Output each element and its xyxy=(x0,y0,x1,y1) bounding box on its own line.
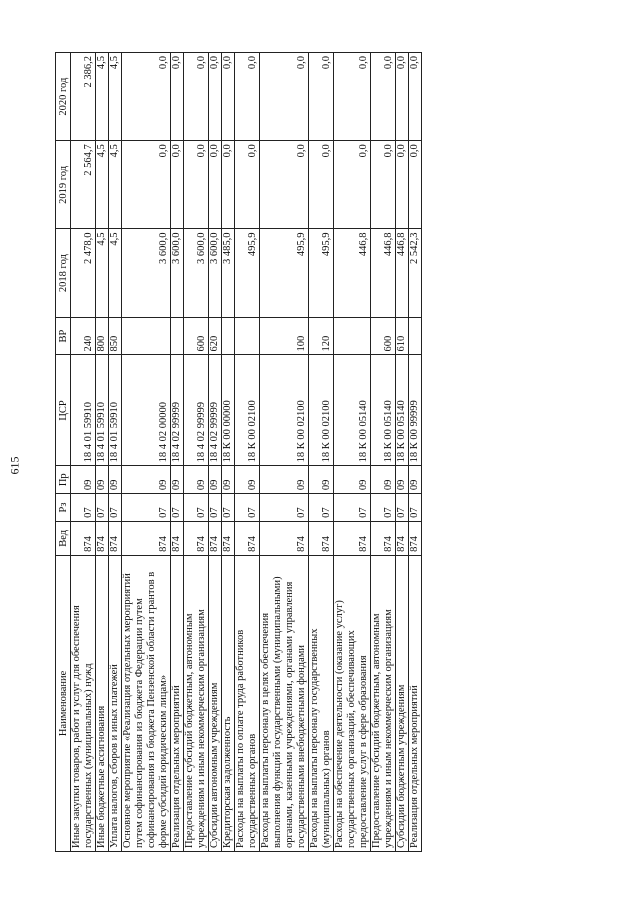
cell-rz: 07 xyxy=(371,494,396,522)
cell-y2018: 3 600,0 xyxy=(184,229,209,317)
cell-name: Уплата налогов, сборов и иных платежей xyxy=(109,555,122,851)
cell-pr: 09 xyxy=(122,466,171,494)
cell-y2018: 446,8 xyxy=(396,229,409,317)
cell-y2019: 0,0 xyxy=(371,141,396,229)
cell-ved: 874 xyxy=(184,521,209,555)
cell-rz: 07 xyxy=(396,494,409,522)
cell-y2020: 0,0 xyxy=(396,53,409,141)
cell-csr: 18 К 00 02100 xyxy=(260,355,309,466)
cell-pr: 09 xyxy=(171,466,184,494)
cell-rz: 07 xyxy=(96,494,109,522)
cell-y2020: 0,0 xyxy=(235,53,260,141)
cell-ved: 874 xyxy=(209,521,222,555)
cell-y2020: 4,5 xyxy=(109,53,122,141)
column-header: 2019 год xyxy=(56,141,71,229)
cell-y2018: 3 600,0 xyxy=(209,229,222,317)
cell-name: Иные закупки товаров, работ и услуг для обеспечения государственных (муниципальных) нужд xyxy=(71,555,96,851)
cell-y2019: 0,0 xyxy=(235,141,260,229)
cell-rz: 07 xyxy=(334,494,371,522)
cell-y2020: 4,5 xyxy=(96,53,109,141)
cell-y2020: 0,0 xyxy=(409,53,422,141)
cell-y2020: 0,0 xyxy=(209,53,222,141)
cell-y2018: 3 485,0 xyxy=(222,229,235,317)
cell-pr: 09 xyxy=(209,466,222,494)
cell-ved: 874 xyxy=(334,521,371,555)
table-row xyxy=(222,53,235,852)
cell-vr xyxy=(235,317,260,355)
table-row xyxy=(71,53,96,852)
cell-y2020: 0,0 xyxy=(171,53,184,141)
cell-y2019: 0,0 xyxy=(409,141,422,229)
cell-ved: 874 xyxy=(171,521,184,555)
cell-name: Реализация отдельных мероприятий xyxy=(409,555,422,851)
cell-pr: 09 xyxy=(96,466,109,494)
cell-y2019: 0,0 xyxy=(184,141,209,229)
cell-ved: 874 xyxy=(122,521,171,555)
cell-rz: 07 xyxy=(209,494,222,522)
cell-ved: 874 xyxy=(71,521,96,555)
table-row xyxy=(396,53,409,852)
cell-name: Расходы на обеспечение деятельности (оказание услуг) государственных организаций, обеспечивающих предоставление услуг в сфере образования xyxy=(334,555,371,851)
cell-pr: 09 xyxy=(222,466,235,494)
cell-y2020: 0,0 xyxy=(334,53,371,141)
cell-vr: 600 xyxy=(184,317,209,355)
cell-name: Расходы на выплаты по оплате труда работников государственных органов xyxy=(235,555,260,851)
cell-vr: 850 xyxy=(109,317,122,355)
cell-vr: 120 xyxy=(309,317,334,355)
cell-vr: 240 xyxy=(71,317,96,355)
table-row xyxy=(122,53,171,852)
cell-csr: 18 К 00 99999 xyxy=(409,355,422,466)
cell-rz: 07 xyxy=(171,494,184,522)
cell-csr: 18 4 02 99999 xyxy=(209,355,222,466)
table-row xyxy=(171,53,184,852)
cell-y2020: 0,0 xyxy=(371,53,396,141)
cell-csr: 18 4 01 59910 xyxy=(96,355,109,466)
cell-ved: 874 xyxy=(109,521,122,555)
cell-csr: 18 4 02 99999 xyxy=(184,355,209,466)
cell-name: Расходы на выплаты персоналу в целях обеспечения выполнения функций государственными (муниципальными) органами, казенными учреждениями, органами управления государственными внебюджетными фондами xyxy=(260,555,309,851)
cell-name: Расходы на выплаты персоналу государственных (муниципальных) органов xyxy=(309,555,334,851)
cell-csr: 18 К 00 05140 xyxy=(396,355,409,466)
table-row xyxy=(371,53,396,852)
cell-y2018: 446,8 xyxy=(371,229,396,317)
cell-rz: 07 xyxy=(184,494,209,522)
cell-y2020: 0,0 xyxy=(260,53,309,141)
cell-ved: 874 xyxy=(409,521,422,555)
cell-pr: 09 xyxy=(184,466,209,494)
cell-y2020: 0,0 xyxy=(222,53,235,141)
cell-vr xyxy=(122,317,171,355)
cell-csr: 18 К 00 05140 xyxy=(371,355,396,466)
cell-csr: 18 4 01 59910 xyxy=(109,355,122,466)
table-row xyxy=(409,53,422,852)
column-header: 2020 год xyxy=(56,53,71,141)
page-number-text: 615 xyxy=(7,456,22,475)
cell-pr: 09 xyxy=(260,466,309,494)
cell-y2019: 0,0 xyxy=(171,141,184,229)
cell-rz: 07 xyxy=(309,494,334,522)
cell-vr xyxy=(334,317,371,355)
cell-csr: 18 К 00 05140 xyxy=(334,355,371,466)
column-header: Рз xyxy=(56,494,71,522)
cell-y2018: 495,9 xyxy=(260,229,309,317)
table-header xyxy=(56,53,71,852)
cell-y2020: 0,0 xyxy=(184,53,209,141)
cell-vr xyxy=(222,317,235,355)
cell-ved: 874 xyxy=(396,521,409,555)
cell-y2018: 4,5 xyxy=(96,229,109,317)
cell-y2018: 3 600,0 xyxy=(122,229,171,317)
budget-table xyxy=(55,52,422,852)
cell-rz: 07 xyxy=(122,494,171,522)
cell-y2019: 0,0 xyxy=(396,141,409,229)
cell-name: Предоставление субсидий бюджетным, автономным учреждениям и иным некоммерческим организациям xyxy=(371,555,396,851)
cell-vr xyxy=(171,317,184,355)
cell-csr: 18 К 00 02100 xyxy=(309,355,334,466)
cell-vr: 600 xyxy=(371,317,396,355)
cell-y2019: 4,5 xyxy=(96,141,109,229)
cell-y2020: 0,0 xyxy=(122,53,171,141)
cell-y2019: 2 564,7 xyxy=(71,141,96,229)
cell-y2020: 2 386,2 xyxy=(71,53,96,141)
header-row xyxy=(56,53,71,852)
cell-y2018: 446,8 xyxy=(334,229,371,317)
cell-ved: 874 xyxy=(222,521,235,555)
page-number xyxy=(0,458,30,473)
cell-vr: 800 xyxy=(96,317,109,355)
cell-csr: 18 4 02 00000 xyxy=(122,355,171,466)
cell-vr: 620 xyxy=(209,317,222,355)
cell-name: Предоставление субсидий бюджетным, автономным учреждениям и иным некоммерческим организациям xyxy=(184,555,209,851)
cell-y2020: 0,0 xyxy=(309,53,334,141)
cell-y2018: 495,9 xyxy=(235,229,260,317)
cell-ved: 874 xyxy=(96,521,109,555)
cell-csr: 18 К 00 02100 xyxy=(235,355,260,466)
column-header: Вед xyxy=(56,521,71,555)
cell-csr: 18 К 00 00000 xyxy=(222,355,235,466)
cell-ved: 874 xyxy=(260,521,309,555)
cell-y2019: 0,0 xyxy=(334,141,371,229)
cell-name: Иные бюджетные ассигнования xyxy=(96,555,109,851)
cell-y2018: 4,5 xyxy=(109,229,122,317)
cell-name: Субсидии автономным учреждениям xyxy=(209,555,222,851)
cell-rz: 07 xyxy=(260,494,309,522)
cell-pr: 09 xyxy=(409,466,422,494)
cell-ved: 874 xyxy=(371,521,396,555)
table-row xyxy=(209,53,222,852)
cell-csr: 18 4 01 59910 xyxy=(71,355,96,466)
column-header: Наименование xyxy=(56,555,71,851)
cell-y2019: 0,0 xyxy=(122,141,171,229)
cell-rz: 07 xyxy=(71,494,96,522)
cell-pr: 09 xyxy=(396,466,409,494)
table-row xyxy=(184,53,209,852)
cell-rz: 07 xyxy=(222,494,235,522)
cell-name: Реализация отдельных мероприятий xyxy=(171,555,184,851)
cell-vr xyxy=(409,317,422,355)
cell-rz: 07 xyxy=(109,494,122,522)
cell-y2019: 0,0 xyxy=(222,141,235,229)
table-row xyxy=(260,53,309,852)
cell-y2018: 495,9 xyxy=(309,229,334,317)
cell-pr: 09 xyxy=(109,466,122,494)
table-row xyxy=(96,53,109,852)
cell-vr: 100 xyxy=(260,317,309,355)
cell-y2019: 4,5 xyxy=(109,141,122,229)
table-row xyxy=(109,53,122,852)
cell-pr: 09 xyxy=(235,466,260,494)
cell-csr: 18 4 02 99999 xyxy=(171,355,184,466)
table-body xyxy=(71,53,422,852)
cell-ved: 874 xyxy=(309,521,334,555)
cell-rz: 07 xyxy=(235,494,260,522)
table-row xyxy=(235,53,260,852)
cell-y2018: 2 542,3 xyxy=(409,229,422,317)
cell-ved: 874 xyxy=(235,521,260,555)
column-header: ВР xyxy=(56,317,71,355)
cell-y2018: 2 478,0 xyxy=(71,229,96,317)
cell-y2019: 0,0 xyxy=(260,141,309,229)
table-row xyxy=(309,53,334,852)
budget-table-container xyxy=(55,52,603,852)
cell-pr: 09 xyxy=(309,466,334,494)
cell-rz: 07 xyxy=(409,494,422,522)
cell-vr: 610 xyxy=(396,317,409,355)
column-header: Пр xyxy=(56,466,71,494)
column-header: 2018 год xyxy=(56,229,71,317)
cell-pr: 09 xyxy=(71,466,96,494)
cell-y2018: 3 600,0 xyxy=(171,229,184,317)
cell-y2019: 0,0 xyxy=(209,141,222,229)
cell-pr: 09 xyxy=(371,466,396,494)
cell-name: Субсидии бюджетным учреждениям xyxy=(396,555,409,851)
column-header: ЦСР xyxy=(56,355,71,466)
cell-name: Кредиторская задолженность xyxy=(222,555,235,851)
cell-name: Основное мероприятие «Реализация отдельных мероприятий путем софинансирования из бюджета Федерации путем софинансирования из бюджета Пензенской области грантов в форме субсидий юридическим лицам» xyxy=(122,555,171,851)
cell-y2019: 0,0 xyxy=(309,141,334,229)
cell-pr: 09 xyxy=(334,466,371,494)
table-row xyxy=(334,53,371,852)
